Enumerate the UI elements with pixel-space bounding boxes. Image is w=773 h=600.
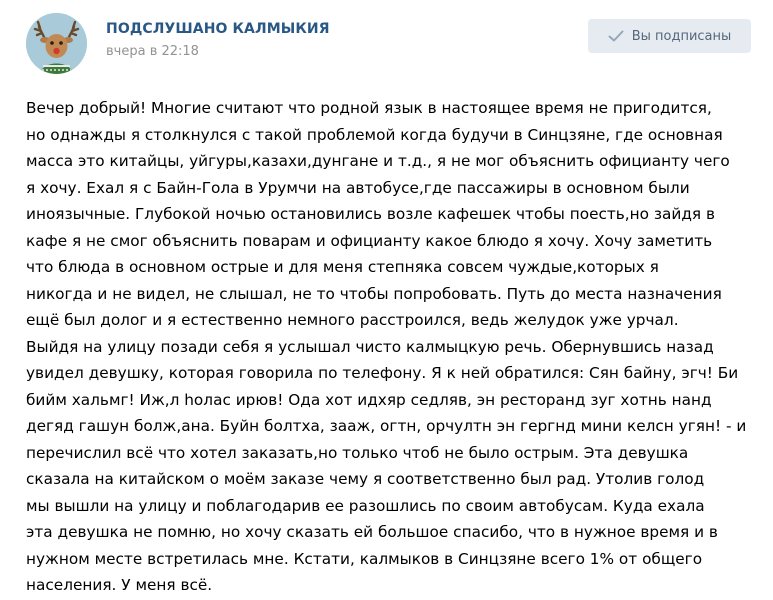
post-text-line: населения. У меня всё. (26, 576, 213, 594)
post-text-line: нужном месте встретилась мне. Кстати, калмыков в Синцзяне всего 1% от общего (26, 549, 703, 568)
group-name[interactable]: ПОДСЛУШАНО КАЛМЫКИЯ (106, 21, 330, 37)
post-text-line: масса это китайцы, уйгуры,казахи,дунгане и т.д., я не мог объяснить официанту чего (26, 152, 730, 170)
post-text-line: Выйдя на улицу позади себя я услышал чисто калмыцкую речь. Обернувшись назад (26, 337, 714, 356)
check-icon (608, 30, 624, 42)
post-text-line: что блюда в основном острые и для меня степняка совсем чуждые,которых я (26, 258, 659, 276)
group-avatar[interactable] (26, 13, 87, 74)
post-text-line: иноязычные. Глубокой ночью остановились возле кафешек чтобы поесть,но зайдя в (26, 205, 716, 223)
post-text-line: перечислил всё что хотел заказать,но только чтоб не было острым. Эта девушка (26, 443, 689, 462)
post-text-line: кафе я не смог объяснить поварам и официанту какое блюдо я хочу. Хочу заметить (26, 231, 713, 250)
post-text-line: я хочу. Ехал я с Байн-Гола в Урумчи на автобусе,где пассажиры в основном были (26, 178, 690, 197)
subscribed-button[interactable] (588, 19, 751, 53)
post-text (26, 95, 761, 599)
post-text-line: никогда и не видел, не слышал, не то чтобы попробовать. Путь до места назначения (26, 284, 722, 303)
post-text-line: сказала на китайском о моём заказе чему я соответственно был рад. Утолив голод (26, 470, 705, 488)
reindeer-icon (26, 13, 87, 74)
post-text-line: Вечер добрый! Многие считают что родной язык в настоящее время не пригодится, (26, 99, 712, 117)
post-date[interactable]: вчера в 22:18 (106, 44, 199, 59)
post-text-line: эта девушка не помню, но хочу сказать ей большое спасибо, что в нужное время и в (26, 523, 718, 541)
post-text-line: бийм хальмг! Иж,л hолас ирюв! Ода хот идхяр седляв, эн ресторанд зуг хотнь нанд (26, 390, 712, 409)
post-text-line: дегяд гашун болж,ана. Буйн болтха, зааж, огтн, орчултн эн гергнд мини келсн угян! - и (26, 417, 747, 435)
post-text-line: но однажды я столкнулся с такой проблемой когда будучи в Синцзяне, где основная (26, 125, 723, 144)
post-text-line: ещё был долог и я естественно немного расстроился, ведь желудок уже урчал. (26, 311, 679, 329)
subscribed-button-label: Вы подписаны (631, 28, 732, 44)
post-text-line: мы вышли на улицу и поблагодарив ее разошлись по своим автобусам. Куда ехала (26, 496, 705, 515)
post-text-line: увидел девушку, которая говорила по телефону. Я к ней обратился: Сян байну, эгч! Би (26, 364, 739, 382)
